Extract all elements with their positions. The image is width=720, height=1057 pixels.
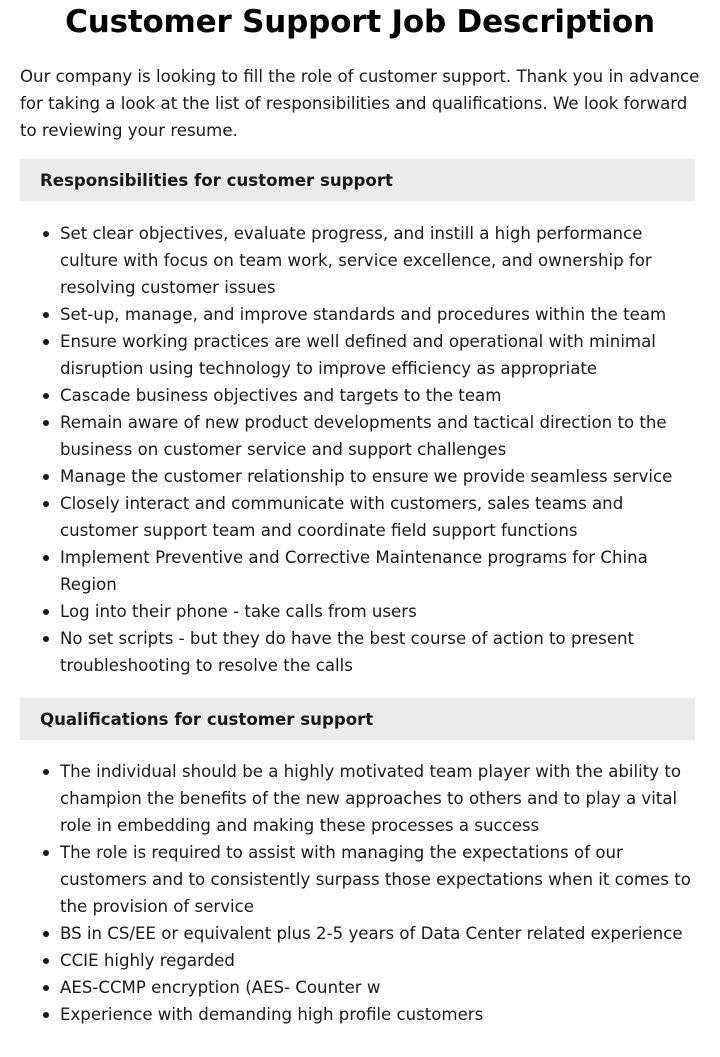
bullet-icon [43,985,49,991]
list-item [60,220,700,301]
bullet-icon [43,931,49,937]
list-item-text: AES-CCMP encryption (AES- Counter w [60,978,381,997]
bullet-icon [43,231,49,237]
list-item [60,758,700,839]
bullet-icon [43,474,49,480]
list-item [60,301,700,328]
list-item-text: Remain aware of new product developments and tactical direction to the business on customer service and support challenges [60,413,667,459]
bullet-icon [43,312,49,318]
list-item [60,409,700,463]
list-item [60,974,700,1001]
list-item-text: Implement Preventive and Corrective Maintenance programs for China Region [60,548,648,594]
qualifications-heading: Qualifications for customer support [40,709,374,729]
list-item [60,839,700,920]
list-item-text: Manage the customer relationship to ensure we provide seamless service [60,467,673,486]
list-item-text: Closely interact and communicate with customers, sales teams and customer support team and coordinate field support functions [60,494,624,540]
bullet-icon [43,420,49,426]
list-item-text: Experience with demanding high profile customers [60,1005,484,1024]
bullet-icon [43,1012,49,1018]
list-item-text: Set clear objectives, evaluate progress, and instill a high performance culture with focus on team work, service excellence, and ownership for resolving customer issues [60,224,652,297]
list-item-text: Cascade business objectives and targets to the team [60,386,502,405]
list-item [60,382,700,409]
bullet-icon [43,501,49,507]
list-item-text: CCIE highly regarded [60,951,235,970]
list-item-text: Log into their phone - take calls from users [60,602,417,621]
bullet-icon [43,393,49,399]
list-item [60,598,700,625]
qualifications-list [20,758,700,1028]
bullet-icon [43,339,49,345]
list-item-text: Ensure working practices are well defined and operational with minimal disruption using technology to improve efficiency as appropriate [60,332,656,378]
list-item [60,328,700,382]
list-item [60,490,700,544]
qualifications-header [20,698,695,740]
intro-paragraph: Our company is looking to fill the role of customer support. Thank you in advance for taking a look at the list of responsibilities and qualifications. We look forward to reviewing your resume. [20,67,700,140]
bullet-icon [43,958,49,964]
list-item-text: No set scripts - but they do have the best course of action to present troubleshooting to resolve the calls [60,629,635,675]
list-item [60,463,700,490]
list-item-text: The role is required to assist with managing the expectations of our customers and to consistently surpass those expectations when it comes to the provision of service [60,843,691,916]
list-item [60,544,700,598]
list-item [60,1001,700,1028]
list-item-text: The individual should be a highly motivated team player with the ability to champion the benefits of the new approaches to others and to play a vital role in embedding and making these processes a success [60,762,682,835]
responsibilities-list [20,220,700,679]
list-item-text: BS in CS/EE or equivalent plus 2-5 years of Data Center related experience [60,924,683,943]
bullet-icon [43,769,49,775]
page-title: Customer Support Job Description [65,4,655,40]
list-item [60,947,700,974]
list-item [60,625,700,679]
responsibilities-header [20,159,695,201]
bullet-icon [43,850,49,856]
bullet-icon [43,609,49,615]
responsibilities-heading: Responsibilities for customer support [40,170,393,190]
bullet-icon [43,636,49,642]
list-item [60,920,700,947]
list-item-text: Set-up, manage, and improve standards and procedures within the team [60,305,667,324]
bullet-icon [43,555,49,561]
